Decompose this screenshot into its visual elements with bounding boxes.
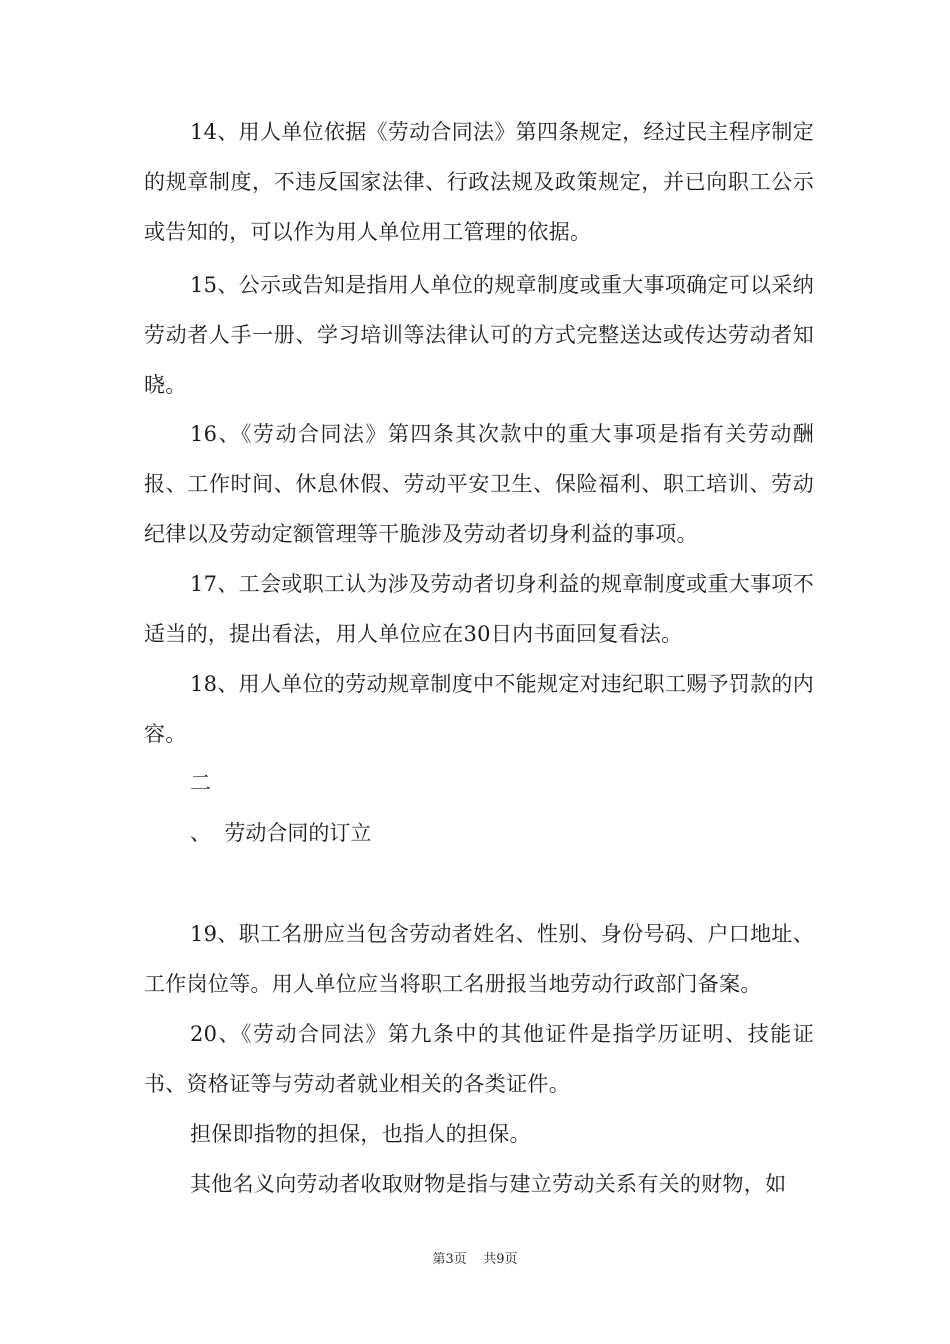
paragraph-15: 15、公示或告知是指用人单位的规章制度或重大事项确定可以采纳劳动者人手一册、学习培训等法律认可的方式完整送达或传达劳动者知晓。 xyxy=(144,273,814,397)
paragraph-19: 19、职工名册应当包含劳动者姓名、性别、身份号码、户口地址、工作岗位等。用人单位应当将职工名册报当地劳动行政部门备案。 xyxy=(144,922,814,996)
page-footer: 第3页 共9页 xyxy=(432,1252,518,1267)
paragraph-guarantee: 担保即指物的担保，也指人的担保。 xyxy=(190,1122,531,1146)
paragraph-14: 14、用人单位依据《劳动合同法》第四条规定，经过民主程序制定的规章制度，不违反国家法律、行政法规及政策规定，并已向职工公示或告知的，可以作为用人单位用工管理的依据。 xyxy=(144,120,814,244)
section-number: 二 xyxy=(190,771,211,795)
paragraph-17: 17、工会或职工认为涉及劳动者切身利益的规章制度或重大事项不适当的，提出看法，用人单位应在30日内书面回复看法。 xyxy=(144,572,814,646)
paragraph-18: 18、用人单位的劳动规章制度中不能规定对违纪职工赐予罚款的内容。 xyxy=(144,672,814,746)
paragraph-16: 16、《劳动合同法》第四条其次款中的重大事项是指有关劳动酬报、工作时间、休息休假、劳动平安卫生、保险福利、职工培训、劳动纪律以及劳动定额管理等干脆涉及劳动者切身利益的事项。 xyxy=(144,422,814,546)
paragraph-20: 20、《劳动合同法》第九条中的其他证件是指学历证明、技能证书、资格证等与劳动者就业相关的各类证件。 xyxy=(144,1022,814,1096)
section-title: 、 劳动合同的订立 xyxy=(190,821,372,845)
paragraph-other-fees: 其他名义向劳动者收取财物是指与建立劳动关系有关的财物，如 xyxy=(190,1172,787,1196)
